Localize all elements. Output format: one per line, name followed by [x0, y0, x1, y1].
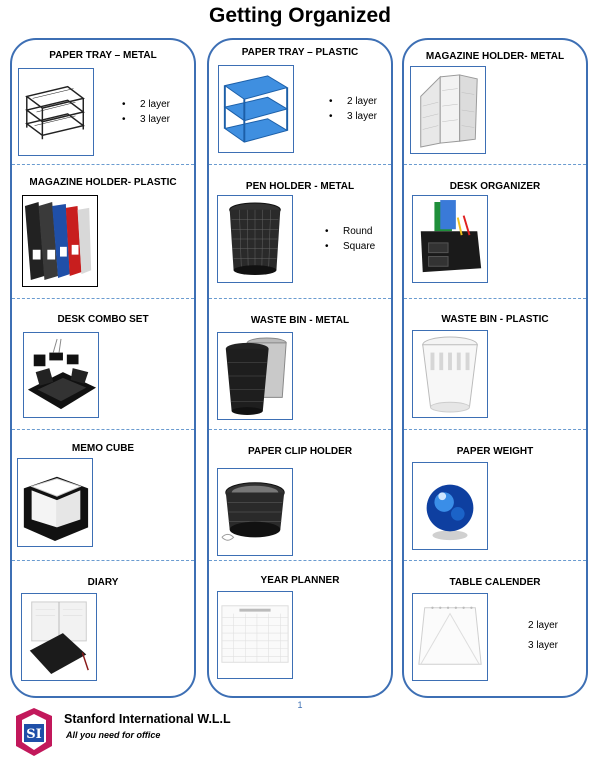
- product-label: PEN HOLDER - METAL: [245, 181, 355, 192]
- metal-magazine-holder-image: [410, 66, 486, 154]
- desk-combo-set-image: [23, 332, 99, 418]
- product-cell: [209, 298, 391, 429]
- option-item: • 2 layer: [122, 97, 170, 112]
- product-label: MAGAZINE HOLDER- PLASTIC: [29, 177, 177, 188]
- metal-pen-holder-options: [325, 224, 375, 254]
- product-label: DESK COMBO SET: [57, 314, 149, 325]
- plastic-magazine-holder-image: [22, 195, 98, 287]
- product-label: DESK ORGANIZER: [449, 181, 541, 192]
- product-cell: [12, 40, 194, 164]
- metal-waste-bin-image: [217, 332, 293, 420]
- product-cell: [209, 164, 391, 298]
- product-cell: [12, 164, 194, 298]
- product-label: DIARY: [87, 577, 119, 588]
- product-cell: [209, 429, 391, 560]
- product-cell: [12, 560, 194, 696]
- option-item: • 2 layer: [329, 94, 377, 109]
- product-column-2: [207, 38, 393, 698]
- memo-cube-image: [17, 458, 93, 547]
- option-item: • Square: [325, 239, 375, 254]
- diary-image: [21, 593, 97, 681]
- product-cell: [404, 560, 586, 696]
- page-number: 1: [297, 700, 303, 710]
- metal-paper-tray-options: [122, 97, 170, 127]
- product-column-3: [402, 38, 588, 698]
- product-label: WASTE BIN - METAL: [250, 315, 350, 326]
- plastic-paper-tray-image: [218, 65, 294, 153]
- option-item: • 3 layer: [122, 112, 170, 127]
- metal-paper-tray-image: [18, 68, 94, 156]
- desk-organizer-image: [412, 195, 488, 283]
- product-label: PAPER TRAY – METAL: [49, 50, 157, 61]
- product-cell: [404, 298, 586, 429]
- product-label: PAPER TRAY – PLASTIC: [241, 47, 359, 58]
- paper-weight-image: [412, 462, 488, 550]
- year-planner-image: [217, 591, 293, 679]
- page-title: Getting Organized: [208, 4, 391, 27]
- product-cell: [404, 429, 586, 560]
- product-cell: [404, 40, 586, 164]
- product-cell: [209, 560, 391, 696]
- metal-pen-holder-image: [217, 195, 293, 283]
- product-cell: [209, 40, 391, 164]
- option-item: 2 layer: [528, 620, 559, 631]
- product-label: MAGAZINE HOLDER- METAL: [425, 51, 565, 62]
- product-column-1: [10, 38, 196, 698]
- table-calender-options: [528, 616, 558, 656]
- option-item: • Round: [325, 224, 375, 239]
- plastic-paper-tray-options: [329, 94, 377, 124]
- paper-clip-holder-image: [217, 468, 293, 556]
- product-label: PAPER WEIGHT: [456, 446, 534, 457]
- product-label: PAPER CLIP HOLDER: [247, 446, 353, 457]
- plastic-waste-bin-image: [412, 330, 488, 418]
- product-label: WASTE BIN - PLASTIC: [441, 314, 549, 325]
- table-calender-image: [412, 593, 488, 681]
- option-item: 3 layer: [528, 640, 559, 651]
- company-tagline: All you need for office: [66, 730, 161, 740]
- product-cell: [12, 429, 194, 560]
- product-cell: [404, 164, 586, 298]
- product-cell: [12, 298, 194, 429]
- product-label: MEMO CUBE: [71, 443, 135, 454]
- company-logo: [10, 706, 58, 758]
- option-item: • 3 layer: [329, 109, 377, 124]
- logo-lettering: SI: [26, 727, 42, 742]
- company-name: Stanford International W.L.L: [64, 712, 231, 726]
- product-label: YEAR PLANNER: [260, 575, 340, 586]
- product-label: TABLE CALENDER: [449, 577, 541, 588]
